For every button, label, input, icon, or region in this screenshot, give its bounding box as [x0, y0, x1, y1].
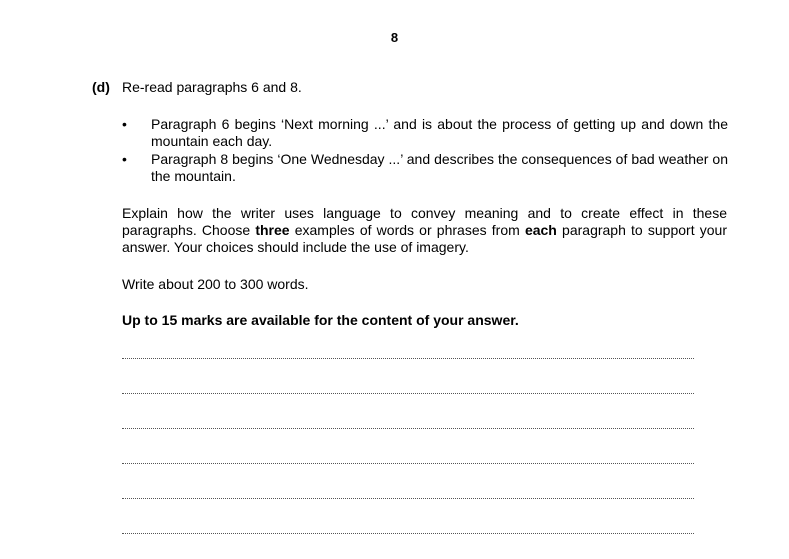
answer-line[interactable] — [122, 454, 694, 489]
instruction-emphasis: three — [255, 222, 290, 238]
answer-line[interactable] — [122, 349, 694, 384]
answer-line[interactable] — [122, 384, 694, 419]
bullet-icon: • — [122, 116, 127, 132]
instruction-text: Explain how the writer uses language to convey meaning and to create effect in these paragraphs. Choose — [122, 205, 727, 238]
instruction-emphasis: each — [524, 222, 557, 238]
bullet-item — [122, 151, 728, 185]
word-count-guidance: Write about 200 to 300 words. — [122, 276, 309, 292]
page-number: 8 — [390, 30, 399, 45]
answer-line[interactable] — [122, 419, 694, 454]
question-intro: Re-read paragraphs 6 and 8. — [122, 79, 302, 95]
bullet-list — [122, 116, 728, 186]
bullet-icon: • — [122, 151, 127, 167]
question-instruction — [122, 205, 727, 256]
bullet-item — [122, 116, 728, 150]
question-label: (d) — [92, 79, 110, 95]
instruction-text: examples of words or phrases from — [289, 222, 525, 238]
instruction-text: paragraph to support your answer. Your choices should include the use of imagery. — [122, 222, 727, 255]
bullet-text: Paragraph 6 begins ‘Next morning ...’ and is about the process of getting up and down the mountain each day. — [151, 116, 728, 149]
marks-note: Up to 15 marks are available for the content of your answer. — [122, 312, 519, 328]
answer-line[interactable] — [122, 489, 694, 524]
answer-area[interactable] — [122, 349, 694, 559]
bullet-text: Paragraph 8 begins ‘One Wednesday ...’ and describes the consequences of bad weather on the mountain. — [151, 151, 728, 184]
